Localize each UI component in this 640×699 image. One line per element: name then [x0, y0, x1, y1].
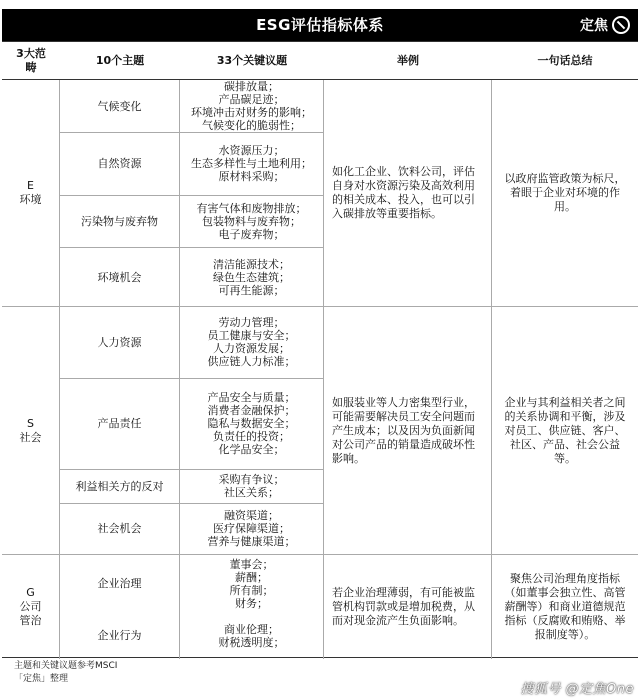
header-example: 举例: [324, 42, 492, 80]
issue-item: 绿色生态建筑；: [213, 270, 290, 284]
issue-list: [180, 80, 324, 133]
issue-item: 有害气体和废物排放；: [196, 202, 307, 216]
category-name: 社会: [19, 430, 42, 444]
issue-item: 气候变化的脆弱性；: [202, 119, 301, 132]
example-text: 如服装业等人力密集型行业，可能需要解决员工安全问题而产生成本；以及因为负面新闻对公司产品的销量造成破坏性影响。: [324, 307, 492, 555]
theme-name: 产品责任: [60, 379, 180, 470]
theme-group: [60, 80, 324, 307]
theme-group: [60, 555, 324, 659]
issue-item: 医疗保障渠道；: [213, 522, 290, 536]
issue-item: 财务；: [235, 596, 268, 610]
issue-item: 清洁能源技术；: [213, 257, 290, 271]
theme-group: [60, 307, 324, 555]
category-letter: E: [27, 179, 34, 192]
header-category: 3大范畴: [2, 42, 60, 80]
header-issues: 33个关键议题: [180, 42, 324, 80]
issue-item: 原材料采购；: [218, 170, 285, 184]
issue-item: 融资渠道；: [224, 509, 279, 523]
category-name: 公司管治: [19, 600, 42, 627]
header-summary: 一句话总结: [492, 42, 638, 80]
summary-text: 企业与其利益相关者之间的关系协调和平衡，涉及对员工、供应链、客户、社区、产品、社会公益等。: [492, 307, 638, 555]
issue-item: 采购有争议；: [218, 473, 285, 487]
issue-list: [180, 307, 324, 379]
issue-item: 所有制；: [229, 583, 274, 597]
theme-name: 企业行为: [60, 612, 180, 659]
issue-item: 社区关系；: [224, 486, 279, 500]
issue-item: 电子废弃物；: [218, 228, 285, 242]
issue-list: [180, 555, 324, 612]
header-themes: 10个主题: [60, 42, 180, 80]
issue-list: [180, 504, 324, 554]
summary-text: 聚焦公司治理角度指标（如董事会独立性、高管薪酬等）和商业道德规范指标（反腐败和贿赂、举报制度等）。: [504, 572, 626, 641]
title-bar: [2, 9, 638, 41]
issue-item: 负责任的投资；: [213, 430, 290, 444]
issue-item: 碳排放量；: [224, 80, 279, 93]
theme-name: 自然资源: [60, 133, 180, 196]
issue-item: 产品安全与质量；: [207, 391, 296, 405]
footer-credit: 「定焦」整理: [14, 674, 69, 684]
issue-list: [180, 379, 324, 470]
issue-item: 隐私与数据安全；: [207, 417, 296, 431]
watermark: 搜狐号 @定焦One: [520, 682, 634, 697]
issue-item: 供应链人力标准；: [207, 355, 296, 369]
issue-item: 消费者金融保护；: [207, 404, 296, 418]
issue-list: [180, 133, 324, 196]
example-text: 若企业治理薄弱，有可能被监管机构罚款或是增加税费，从而对现金流产生负面影响。: [324, 555, 492, 659]
theme-name: 污染物与废弃物: [60, 196, 180, 248]
issue-list: [180, 612, 324, 659]
brand-name: 定焦: [580, 18, 608, 34]
issue-item: 产品碳足迹；: [218, 93, 285, 106]
issue-item: 员工健康与安全；: [207, 329, 296, 343]
brand: [580, 9, 630, 41]
issue-list: [180, 470, 324, 504]
theme-name: 社会机会: [60, 504, 180, 554]
brand-logo-icon: [612, 16, 630, 34]
issue-list: [180, 248, 324, 306]
issue-item: 营养与健康渠道；: [207, 535, 296, 549]
issue-item: 生态多样性与土地利用；: [191, 157, 312, 171]
example-text: 如化工企业、饮料公司，评估自身对水资源污染及高效利用的相关成本、投入，也可以引入碳排放等重要指标。: [324, 80, 492, 307]
theme-name: 气候变化: [60, 80, 180, 133]
issue-item: 环境冲击对财务的影响；: [191, 106, 312, 119]
issue-item: 化学品安全；: [218, 443, 285, 457]
theme-name: 企业治理: [60, 555, 180, 612]
issue-item: 水资源压力；: [218, 144, 285, 158]
category-letter: G: [26, 586, 35, 599]
category-name: 环境: [19, 193, 42, 206]
theme-name: 环境机会: [60, 248, 180, 306]
footer-source: 主题和关键议题参考MSCI: [14, 661, 118, 671]
issue-item: 劳动力管理；: [218, 316, 285, 330]
issue-item: 可再生能源；: [218, 283, 285, 297]
issue-item: 财税透明度；: [218, 635, 285, 649]
issue-item: 商业伦理；: [224, 622, 279, 636]
category-cell: [2, 307, 60, 555]
issue-item: 董事会；: [229, 557, 274, 571]
category-cell: [2, 555, 60, 659]
theme-name: 人力资源: [60, 307, 180, 379]
category-letter: S: [27, 416, 34, 430]
category-cell: [2, 80, 60, 307]
issue-item: 薪酬；: [235, 570, 268, 584]
issue-item: 包装物料与废弃物；: [202, 215, 301, 229]
page-title: ESG评估指标体系: [256, 16, 384, 34]
footer-note: [14, 660, 117, 686]
summary-text: 以政府监管政策为标尺，着眼于企业对环境的作用。: [492, 80, 638, 307]
issue-item: 人力资源发展；: [213, 342, 290, 356]
issue-list: [180, 196, 324, 248]
theme-name: 利益相关方的反对: [60, 470, 180, 504]
esg-table: [2, 41, 638, 658]
